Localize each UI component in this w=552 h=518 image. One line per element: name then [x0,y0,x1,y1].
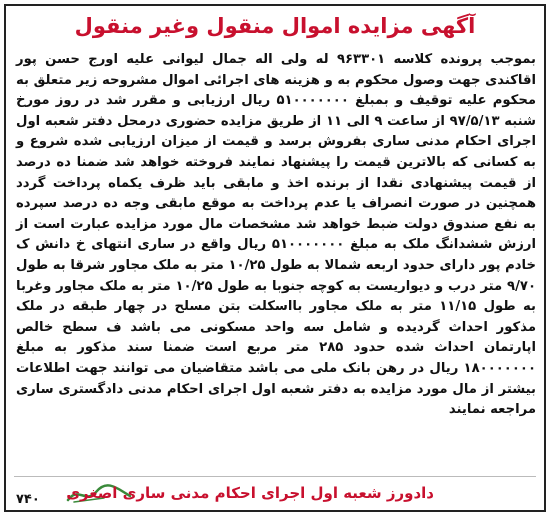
notice-code: ۷۴۰ [16,492,40,507]
notice-signature: دادورز شعبه اول اجرای احکام مدنی ساری اصغری [66,484,434,502]
notice-title: آگهی مزایده اموال منقول وغیر منقول [74,14,476,38]
notice-body: بموجب پرونده کلاسه ۹۶۳۳۰۱ له ولی اله جمال لیوانی علیه اورج حسن پور اقاکندی جهت وصول محکوم به و هزینه های اجرائی اموال مشروحه زیر متعلق به محکوم علیه توقیف و بمبلغ ۵۱۰۰۰۰۰۰۰ ریال ارزیابی و مقرر شد در روز مورخ شنبه ۹۷/۵/۱۳ از ساعت ۹ الی ۱۱ از طریق مزایده حضوری درمحل دفتر شعبه اول اجرای احکام مدنی ساری بفروش برسد و قیمت از میزان ارزیابی شده شروع و به کسانی که بالاترین قیمت را پیشنهاد نمایند فروخته خواهد شد ضمنا ده درصد از قیمت پیشنهادی نقدا از برنده اخذ و مابقی باید ظرف یکماه پرداخت گردد همچنین در صورت انصراف یا عدم پرداخت به موقع مابقی وجه ده درصد سپرده به نفع صندوق دولت ضبط خواهد شد مشخصات مال مورد مزایده عبارت است از ارزش ششدانگ ملک به مبلغ ۵۱۰۰۰۰۰۰۰ ریال واقع در ساری انتهای خ دانش ک خادم پور دارای حدود اربعه شمالا به طول ۱۰/۲۵ متر به ملک مجاور شرقا به طول ۹/۷۰ متر درب و دیواریست به کوچه جنوبا به طول ۱۰/۲۵ متر به ملک مجاور وغربا به طول ۱۱/۱۵ متر به ملک مجاور بااسکلت بتن مسلح در چهار طبقه در ملک مذکور احداث گردیده و شامل سه واحد مسکونی می باشد ف سطح خالص اپارتمان احداث شده حدود ۲۸۵ متر مربع است ضمنا سند مذکور به مبلغ ۱۸۰۰۰۰۰۰۰ ریال در رهن بانک ملی می باشد متقاضیان می توانند جهت اطلاعات بیشتر از مال مورد مزایده به دفتر شعبه اول اجرای احکام مدنی دادگستری ساری مراجعه نمایند [16,52,537,418]
auction-notice [4,4,546,512]
footer-divider [14,476,536,477]
